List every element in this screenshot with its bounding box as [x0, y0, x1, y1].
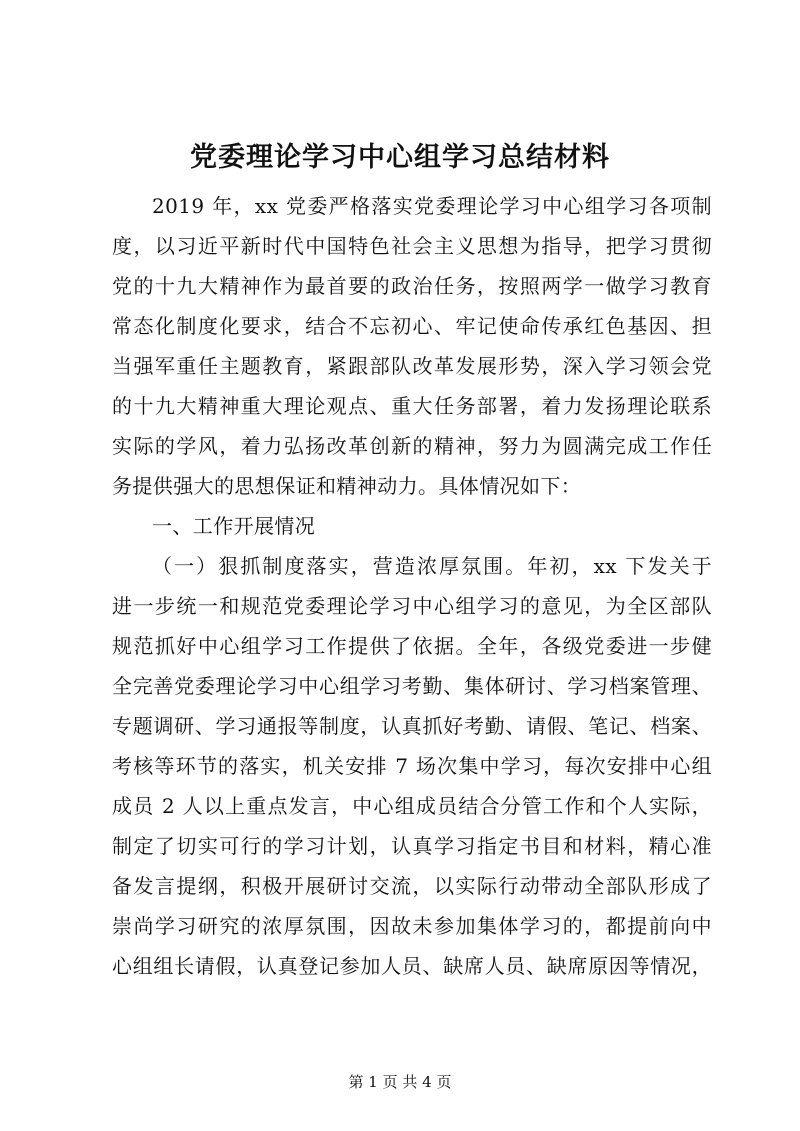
document-title: 党委理论学习中心组学习总结材料: [190, 142, 610, 173]
text-line: 规范抓好中心组学习工作提供了依据。全年，各级党委进一步健: [112, 634, 712, 658]
text-line: （一）狠抓制度落实，营造浓厚氛围。年初，xx 下发关于: [152, 554, 712, 578]
text-line: 当强军重任主题教育，紧跟部队改革发展形势，深入学习领会党: [112, 354, 712, 378]
text-line: 党的十九大精神作为最首要的政治任务，按照两学一做学习教育: [112, 274, 712, 298]
text-line: 心组组长请假，认真登记参加人员、缺席人员、缺席原因等情况，: [112, 954, 712, 978]
text-line: 考核等环节的落实，机关安排 7 场次集中学习，每次安排中心组: [112, 754, 712, 778]
text-line: 备发言提纲，积极开展研讨交流，以实际行动带动全部队形成了: [112, 874, 712, 898]
text-line: 度，以习近平新时代中国特色社会主义思想为指导，把学习贯彻: [112, 234, 712, 258]
paragraph-work: [112, 546, 712, 986]
text-line: 务提供强大的思想保证和精神动力。具体情况如下：: [112, 474, 582, 498]
text-line: 实际的学风，着力弘扬改革创新的精神，努力为圆满完成工作任: [112, 434, 712, 458]
page-number-footer: 第 1 页 共 4 页: [348, 1073, 452, 1091]
text-line: 制定了切实可行的学习计划，认真学习指定书目和材料，精心准: [112, 834, 712, 858]
document-body: [112, 186, 712, 986]
paragraph-intro: [112, 186, 712, 506]
text-line: 全完善党委理论学习中心组学习考勤、集体研讨、学习档案管理、: [112, 674, 712, 698]
text-line: 专题调研、学习通报等制度，认真抓好考勤、请假、笔记、档案、: [112, 714, 712, 738]
text-line: 的十九大精神重大理论观点、重大任务部署，着力发扬理论联系: [112, 394, 712, 418]
section-heading: 一、工作开展情况: [152, 514, 316, 538]
text-line: 常态化制度化要求，结合不忘初心、牢记使命传承红色基因、担: [112, 314, 712, 338]
text-line: 2019 年，xx 党委严格落实党委理论学习中心组学习各项制: [152, 194, 712, 218]
text-line: 进一步统一和规范党委理论学习中心组学习的意见，为全区部队: [112, 594, 712, 618]
text-line: 崇尚学习研究的浓厚氛围，因故未参加集体学习的，都提前向中: [112, 914, 712, 938]
text-line: 成员 2 人以上重点发言，中心组成员结合分管工作和个人实际，: [112, 794, 712, 818]
